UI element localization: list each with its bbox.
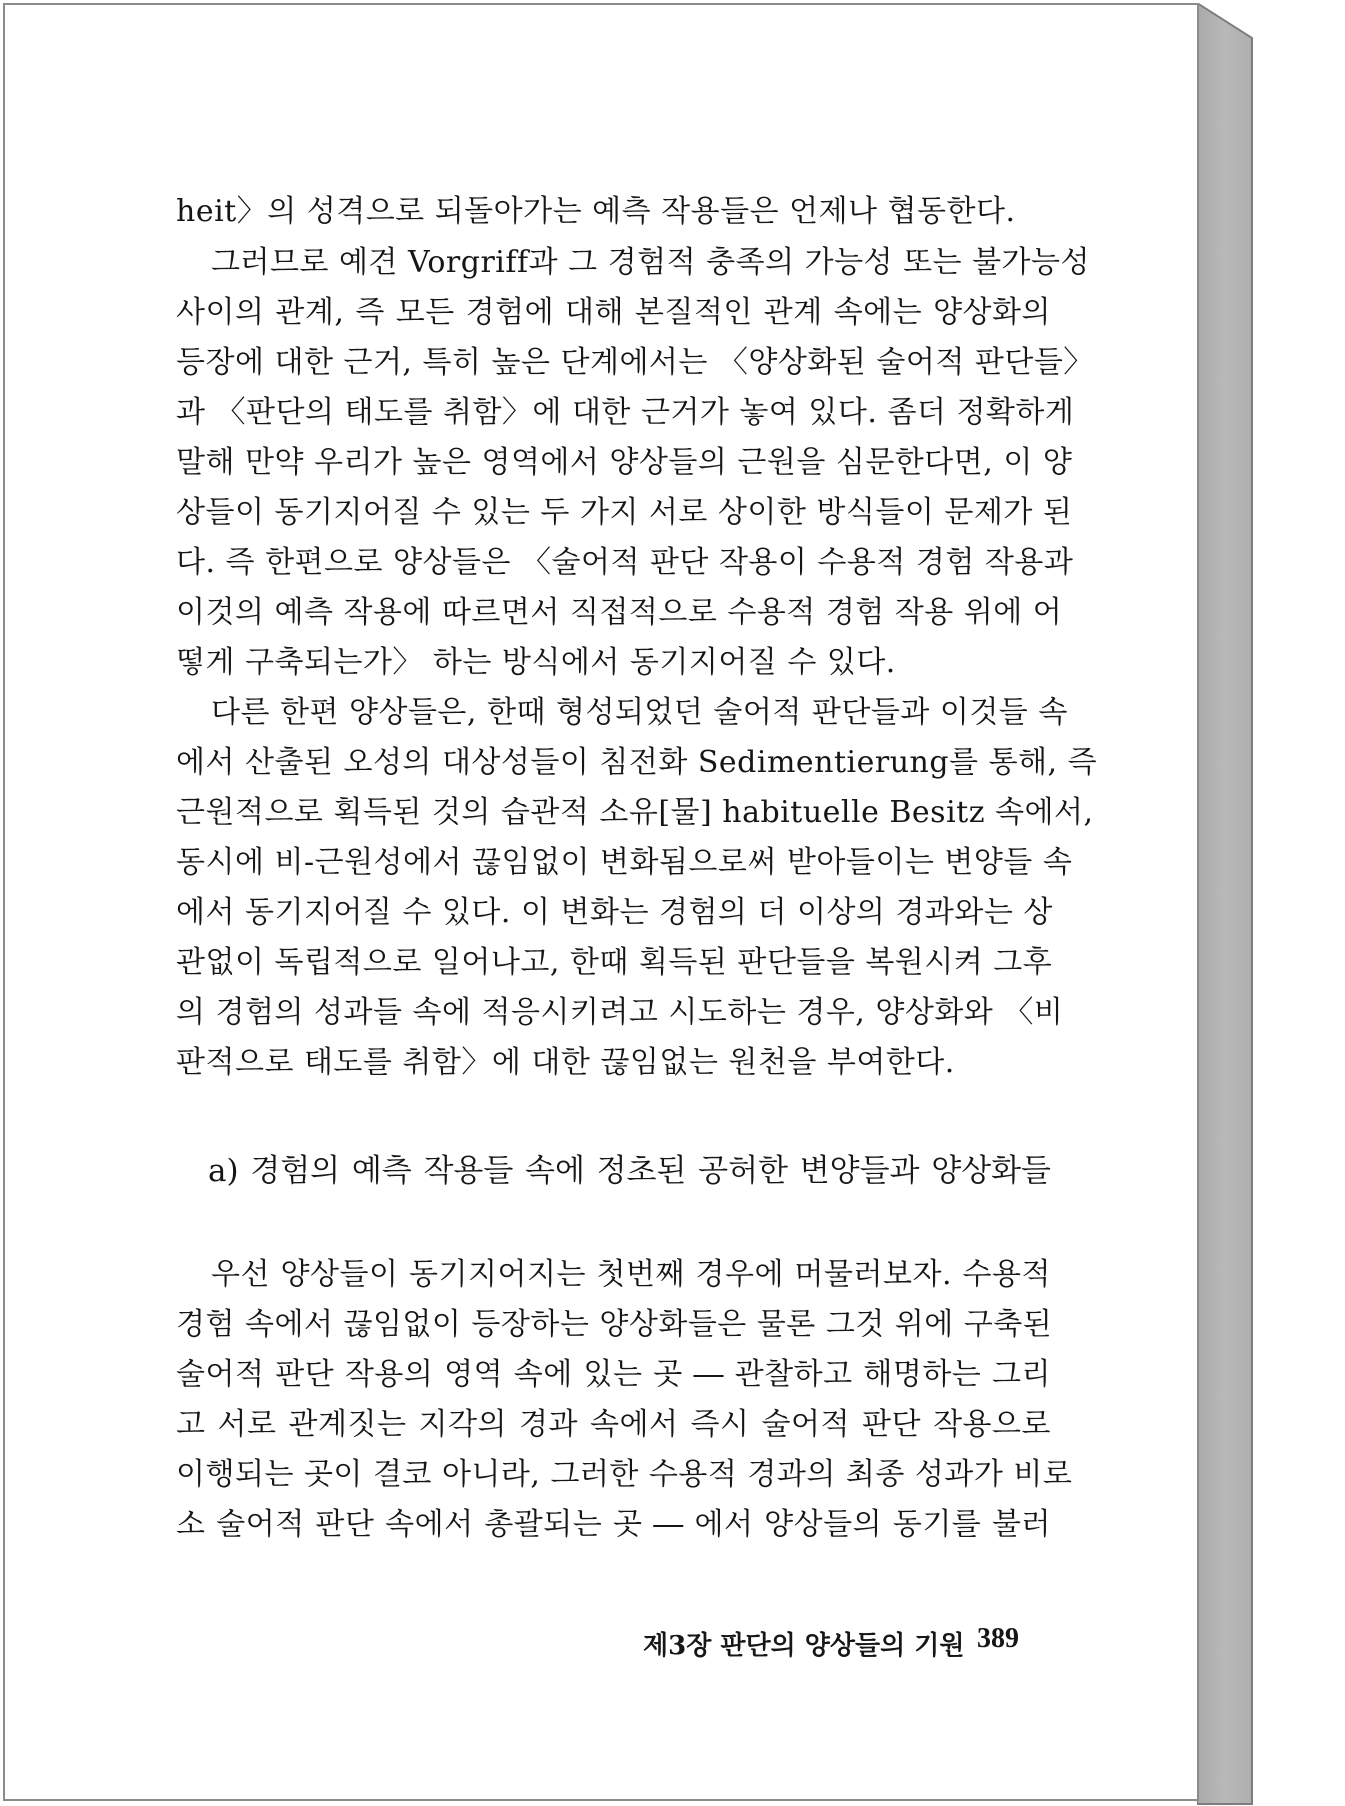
- text-line: 상들이 동기지어질 수 있는 두 가지 서로 상이한 방식들이 문제가 된: [176, 495, 1073, 530]
- text-line: 술어적 판단 작용의 영역 속에 있는 곳 ― 관찰하고 해명하는 그리: [176, 1357, 1051, 1392]
- text-line: 판적으로 태도를 취함〉에 대한 끊임없는 원천을 부여한다.: [176, 1045, 955, 1080]
- section-heading: a) 경험의 예측 작용들 속에 정초된 공허한 변양들과 양상화들: [208, 1153, 1051, 1189]
- running-footer: 제3장 판단의 양상들의 기원: [643, 1631, 965, 1661]
- text-line: 이행되는 곳이 결코 아니라, 그러한 수용적 경과의 최종 성과가 비로: [176, 1457, 1073, 1492]
- text-line: 등장에 대한 근거, 특히 높은 단계에서는 〈양상화된 술어적 판단들〉: [176, 345, 1094, 380]
- text-line: 과 〈판단의 태도를 취함〉에 대한 근거가 놓여 있다. 좀더 정확하게: [176, 395, 1075, 430]
- text-line: 근원적으로 획득된 것의 습관적 소유[물] habituelle Besitz 속에서,: [176, 795, 1094, 830]
- page-number: 389: [977, 1623, 1019, 1654]
- text-line: 말해 만약 우리가 높은 영역에서 양상들의 근원을 심문한다면, 이 양: [176, 445, 1073, 480]
- text-line: 관없이 독립적으로 일어나고, 한때 획득된 판단들을 복원시켜 그후: [176, 945, 1053, 980]
- text-line: 사이의 관계, 즉 모든 경험에 대해 본질적인 관계 속에는 양상화의: [176, 295, 1051, 330]
- text-line: 경험 속에서 끊임없이 등장하는 양상화들은 물론 그것 위에 구축된: [176, 1307, 1053, 1342]
- text-line: 에서 동기지어질 수 있다. 이 변화는 경험의 더 이상의 경과와는 상: [176, 895, 1053, 930]
- text-line: 이것의 예측 작용에 따르면서 직접적으로 수용적 경험 작용 위에 어: [176, 595, 1063, 630]
- text-line: 떻게 구축되는가〉 하는 방식에서 동기지어질 수 있다.: [176, 645, 896, 680]
- text-line: 의 경험의 성과들 속에 적응시키려고 시도하는 경우, 양상화와 〈비: [176, 995, 1064, 1030]
- book-page: [3, 3, 1199, 1801]
- text-line: heit〉의 성격으로 되돌아가는 예측 작용들은 언제나 협동한다.: [176, 194, 1016, 229]
- text-line: 에서 산출된 오성의 대상성들이 침전화 Sedimentierung를 통해, 즉: [176, 745, 1098, 780]
- text-line: 다. 즉 한편으로 양상들은 〈술어적 판단 작용이 수용적 경험 작용과: [176, 545, 1074, 580]
- text-line: 고 서로 관계짓는 지각의 경과 속에서 즉시 술어적 판단 작용으로: [176, 1407, 1051, 1442]
- text-line: 그러므로 예견 Vorgriff과 그 경험적 충족의 가능성 또는 불가능성: [211, 245, 1090, 280]
- text-line: 소 술어적 판단 속에서 총괄되는 곳 ― 에서 양상들의 동기를 불러: [176, 1507, 1051, 1542]
- text-line: 우선 양상들이 동기지어지는 첫번째 경우에 머물러보자. 수용적: [211, 1257, 1051, 1292]
- text-line: 다른 한편 양상들은, 한때 형성되었던 술어적 판단들과 이것들 속: [211, 695, 1068, 730]
- text-line: 동시에 비-근원성에서 끊임없이 변화됨으로써 받아들이는 변양들 속: [176, 845, 1073, 880]
